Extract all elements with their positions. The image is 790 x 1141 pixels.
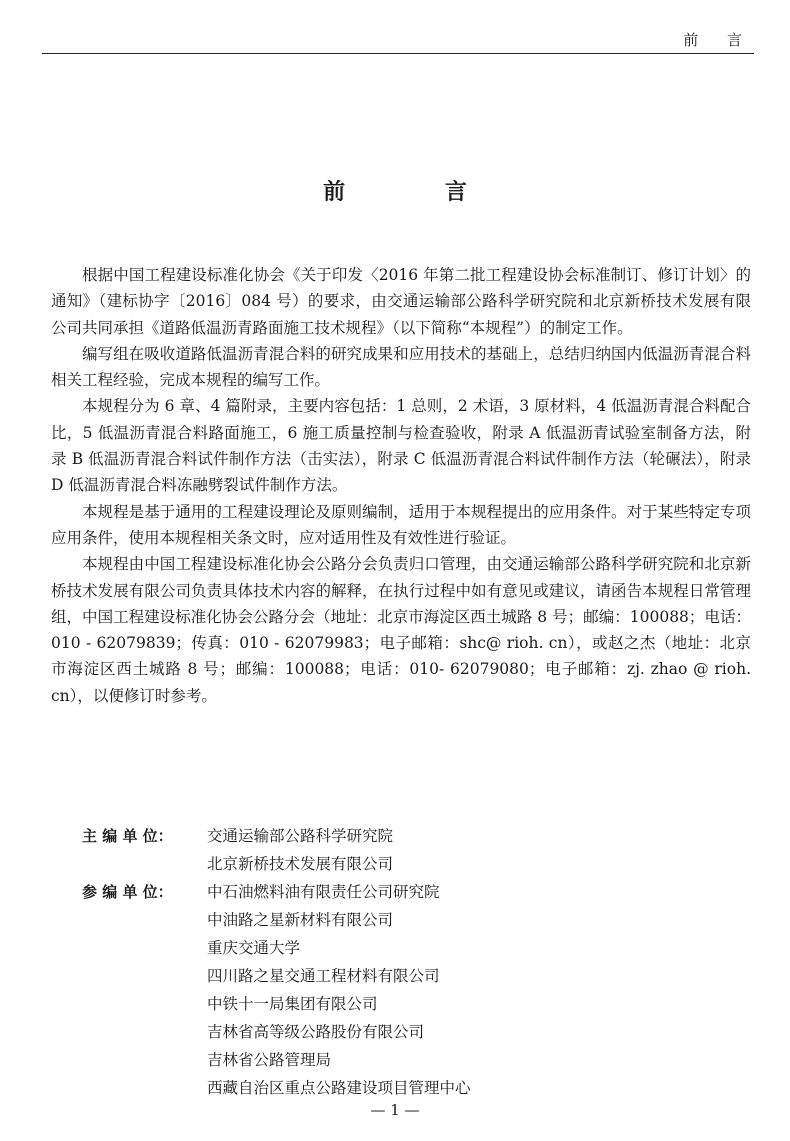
unit-item: 交通运输部公路科学研究院 [207,827,394,845]
unit-item: 重庆交通大学 [207,939,301,957]
unit-item: 北京新桥技术发展有限公司 [207,855,394,873]
unit-item: 中石油燃料油有限责任公司研究院 [207,883,440,901]
header-rule [42,53,754,54]
unit-item: 中油路之星新材料有限公司 [207,911,394,929]
unit-item: 吉林省高等级公路股份有限公司 [207,1023,425,1041]
paragraph: 本规程分为 6 章、4 篇附录，主要内容包括：1 总则，2 术语，3 原材料，4 低温沥青混合料配合比，5 低温沥青混合料路面施工，6 施工质量控制与检查验收，附录 A 低温沥青试验室制备方法，附录 B 低温沥青混合料试件制作方法（击实法），附录 C 低温沥青混合料试件制作方法（轮碾法），附录 D 低温沥青混合料冻融劈裂试件制作方法。 [51,397,751,495]
unit-item: 四川路之星交通工程材料有限公司 [207,967,440,985]
paragraph: 本规程由中国工程建设标准化协会公路分会负责归口管理，由交通运输部公路科学研究院和北京新桥技术发展有限公司负责具体技术内容的解释，在执行过程中如有意见或建议，请函告本规程日常管理组，中国工程建设标准化协会公路分会（地址：北京市海淀区西土城路 8 号；邮编：100088；电话：010 - 62079839；传真：010 - 62079983；电子邮箱：shc@ rioh. cn），或赵之杰（地址：北京市海淀区西土城路 8 号；邮编：100088；电话：010- 62079080；电子邮箱：zj. zhao @ rioh. cn），以便修订时参考。 [51,555,751,705]
page-title: 前 言 [323,179,513,205]
unit-item: 中铁十一局集团有限公司 [207,995,378,1013]
unit-item: 吉林省公路管理局 [207,1051,332,1069]
paragraph: 本规程是基于通用的工程建设理论及原则编制，适用于本规程提出的应用条件。对于某些特定专项应用条件，使用本规程相关条文时，应对适用性及有效性进行验证。 [51,502,751,547]
preface-body [51,262,751,709]
chief-units-list [207,822,742,878]
editing-units [82,822,742,1102]
chief-units-label: 主 编 单 位： [82,827,173,845]
paragraph: 编写组在吸收道路低温沥青混合料的研究成果和应用技术的基础上，总结归纳国内低温沥青混合料相关工程经验，完成本规程的编写工作。 [51,344,751,390]
participating-units-row [82,878,742,1102]
unit-item: 西藏自治区重点公路建设项目管理中心 [207,1079,471,1097]
chief-units-row [82,822,742,878]
page-number: — 1 — [370,1101,420,1119]
participating-units-label: 参 编 单 位： [82,883,173,901]
paragraph: 根据中国工程建设标准化协会《关于印发〈2016 年第二批工程建设协会标准制订、修订计划〉的通知》（建标协字〔2016〕084 号）的要求，由交通运输部公路科学研究院和北京新桥技术发展有限公司共同承担《道路低温沥青路面施工技术规程》（以下简称“本规程”）的制定工作。 [51,266,751,337]
participating-units-list [207,878,742,1102]
running-head: 前 言 [683,31,754,49]
